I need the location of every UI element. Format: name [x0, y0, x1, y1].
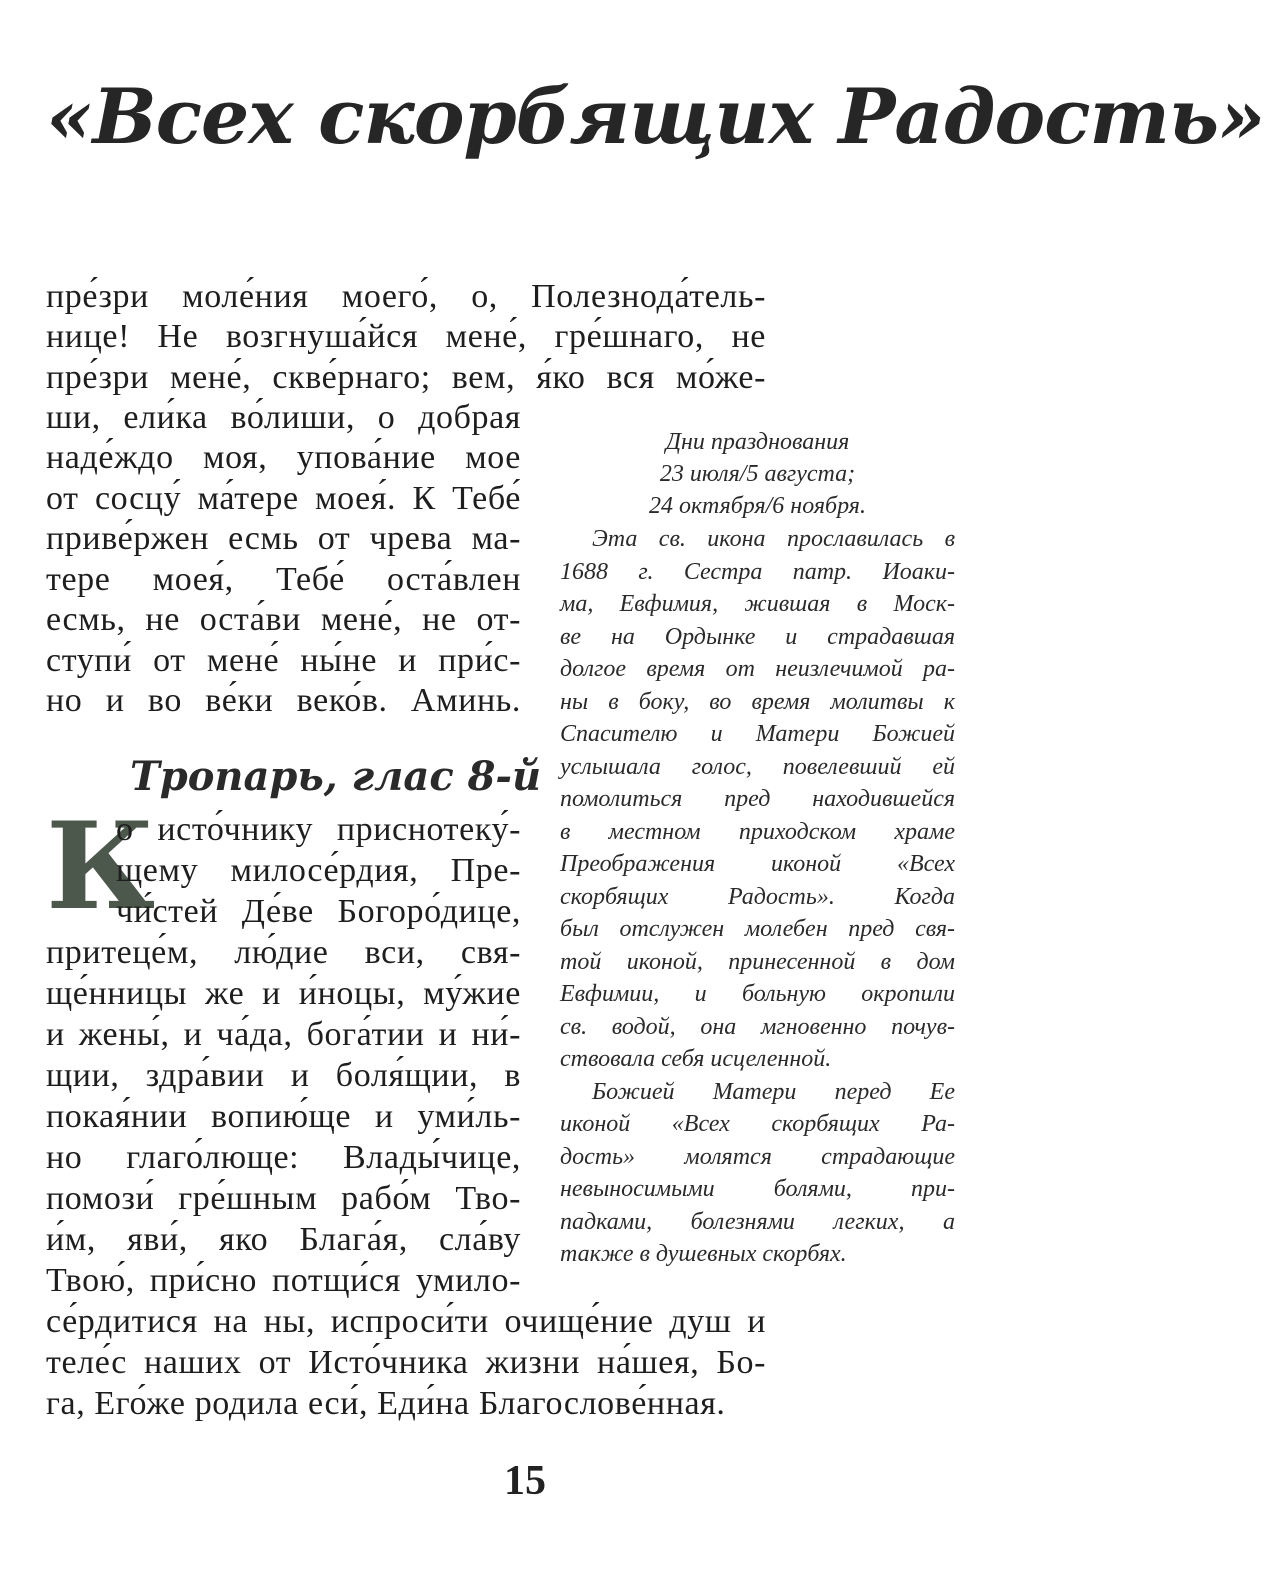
icon-history-line: той иконой, принесенной в дом: [560, 949, 955, 975]
troparion-line: Твою́, при́сно потщи́ся умило-: [46, 1262, 521, 1299]
icon-history-line: помолиться пред находившейся: [560, 786, 955, 812]
icon-history-line: 1688 г. Сестра патр. Иоаки-: [560, 559, 955, 585]
prayer-for-line: дость» молятся страдающие: [560, 1144, 955, 1170]
prayer-for-line: также в душевных скорбях.: [560, 1241, 847, 1267]
icon-history-line: ствовала себя исцеленной.: [560, 1046, 832, 1072]
icon-history-line: ма, Евфимия, жившая в Моск-: [560, 591, 955, 617]
troparion-line: но глаго́люще: Влады́чице,: [46, 1139, 521, 1176]
troparion-line: и жены́, и ча́да, бога́тии и ни́-: [46, 1016, 521, 1053]
icon-history-line: был отслужен молебен пред свя-: [560, 916, 955, 942]
icon-history-line: Евфимии, и больную окропили: [560, 981, 955, 1007]
troparion-line: ще́нницы же и и́ноцы, му́жие: [46, 975, 521, 1012]
icon-history-line: долгое время от неизлечимой ра-: [560, 656, 955, 682]
troparion-line: о исто́чнику приснотеку́-: [116, 811, 521, 848]
drop-cap: К: [46, 796, 156, 937]
prayer-line: пре́зри мене́, скве́рнаго; вем, я́ко вся мо́же-: [46, 359, 766, 396]
page-number: 15: [504, 1458, 546, 1504]
prayer-line: ши, ели́ка во́лиши, о добрая: [46, 399, 521, 436]
prayer-for-line: невыносимыми болями, при-: [560, 1176, 955, 1202]
prayer-line: пре́зри моле́ния моего́, о, Полезнода́тель-: [46, 278, 766, 315]
troparion-heading: Тропарь, глас 8-й: [130, 753, 542, 800]
icon-history-line: св. водой, она мгновенно почув-: [560, 1014, 955, 1040]
troparion-line: чи́стей Де́ве Богоро́дице,: [116, 893, 521, 930]
prayer-line: от сосцу́ ма́тере моея́. К Тебе́: [46, 480, 521, 517]
troparion-line: щему милосе́рдия, Пре-: [116, 852, 521, 889]
troparion-line: помози́ гре́шным рабо́м Тво-: [46, 1180, 521, 1217]
troparion-line: притеце́м, лю́дие вси, свя-: [46, 934, 521, 971]
prayer-line: нице! Не возгнуша́йся мене́, гре́шнаго, не: [46, 318, 766, 355]
troparion-line: теле́с наших от Исто́чника жизни на́шея, Бо-: [46, 1344, 766, 1381]
prayer-line: но и во ве́ки веко́в. Аминь.: [46, 682, 521, 719]
icon-history-line: Преображения иконой «Всех: [560, 851, 955, 877]
page-title: «Всех скорбящих Радость»: [46, 72, 1265, 161]
feast-dates-line: 23 июля/5 августа;: [659, 461, 856, 487]
prayer-line: есмь, не оста́ви мене́, не от-: [46, 601, 521, 638]
icon-history-line: Эта св. икона прославилась в: [592, 526, 955, 552]
troparion-line: щии, здра́вии и боля́щии, в: [46, 1057, 521, 1094]
icon-history-line: ны в боку, во время молитвы к: [560, 689, 955, 715]
feast-dates-line: 24 октября/6 ноября.: [649, 493, 866, 519]
prayer-line: наде́ждо моя, упова́ние мое: [46, 439, 521, 476]
prayer-line: ступи́ от мене́ ны́не и при́с-: [46, 642, 521, 679]
troparion-line: се́рдитися на ны, испроси́ти очище́ние душ и: [46, 1303, 766, 1340]
troparion-line: покая́нии вопию́ще и уми́ль-: [46, 1098, 521, 1135]
icon-history-line: скорбящих Радость». Когда: [560, 884, 955, 910]
prayer-for-line: Божией Матери перед Ее: [592, 1079, 955, 1105]
prayer-line: приве́ржен есмь от чрева ма-: [46, 520, 521, 557]
icon-history-line: ве на Ордынке и страдавшая: [560, 624, 955, 650]
icon-history-line: Спасителю и Матери Божией: [560, 721, 955, 747]
troparion-line: га, Его́же родила еси́, Еди́на Благослове́нная.: [46, 1385, 726, 1422]
feast-dates-line: Дни празднования: [665, 429, 850, 455]
icon-history-line: в местном приходском храме: [560, 819, 955, 845]
prayer-line: тере моея́, Тебе́ оста́влен: [46, 561, 521, 598]
prayer-for-line: иконой «Всех скорбящих Ра-: [560, 1111, 955, 1137]
icon-history-line: услышала голос, повелевший ей: [560, 754, 955, 780]
troparion-line: и́м, яви́, яко Блага́я, сла́ву: [46, 1221, 521, 1258]
prayer-for-line: падками, болезнями легких, а: [560, 1209, 955, 1235]
